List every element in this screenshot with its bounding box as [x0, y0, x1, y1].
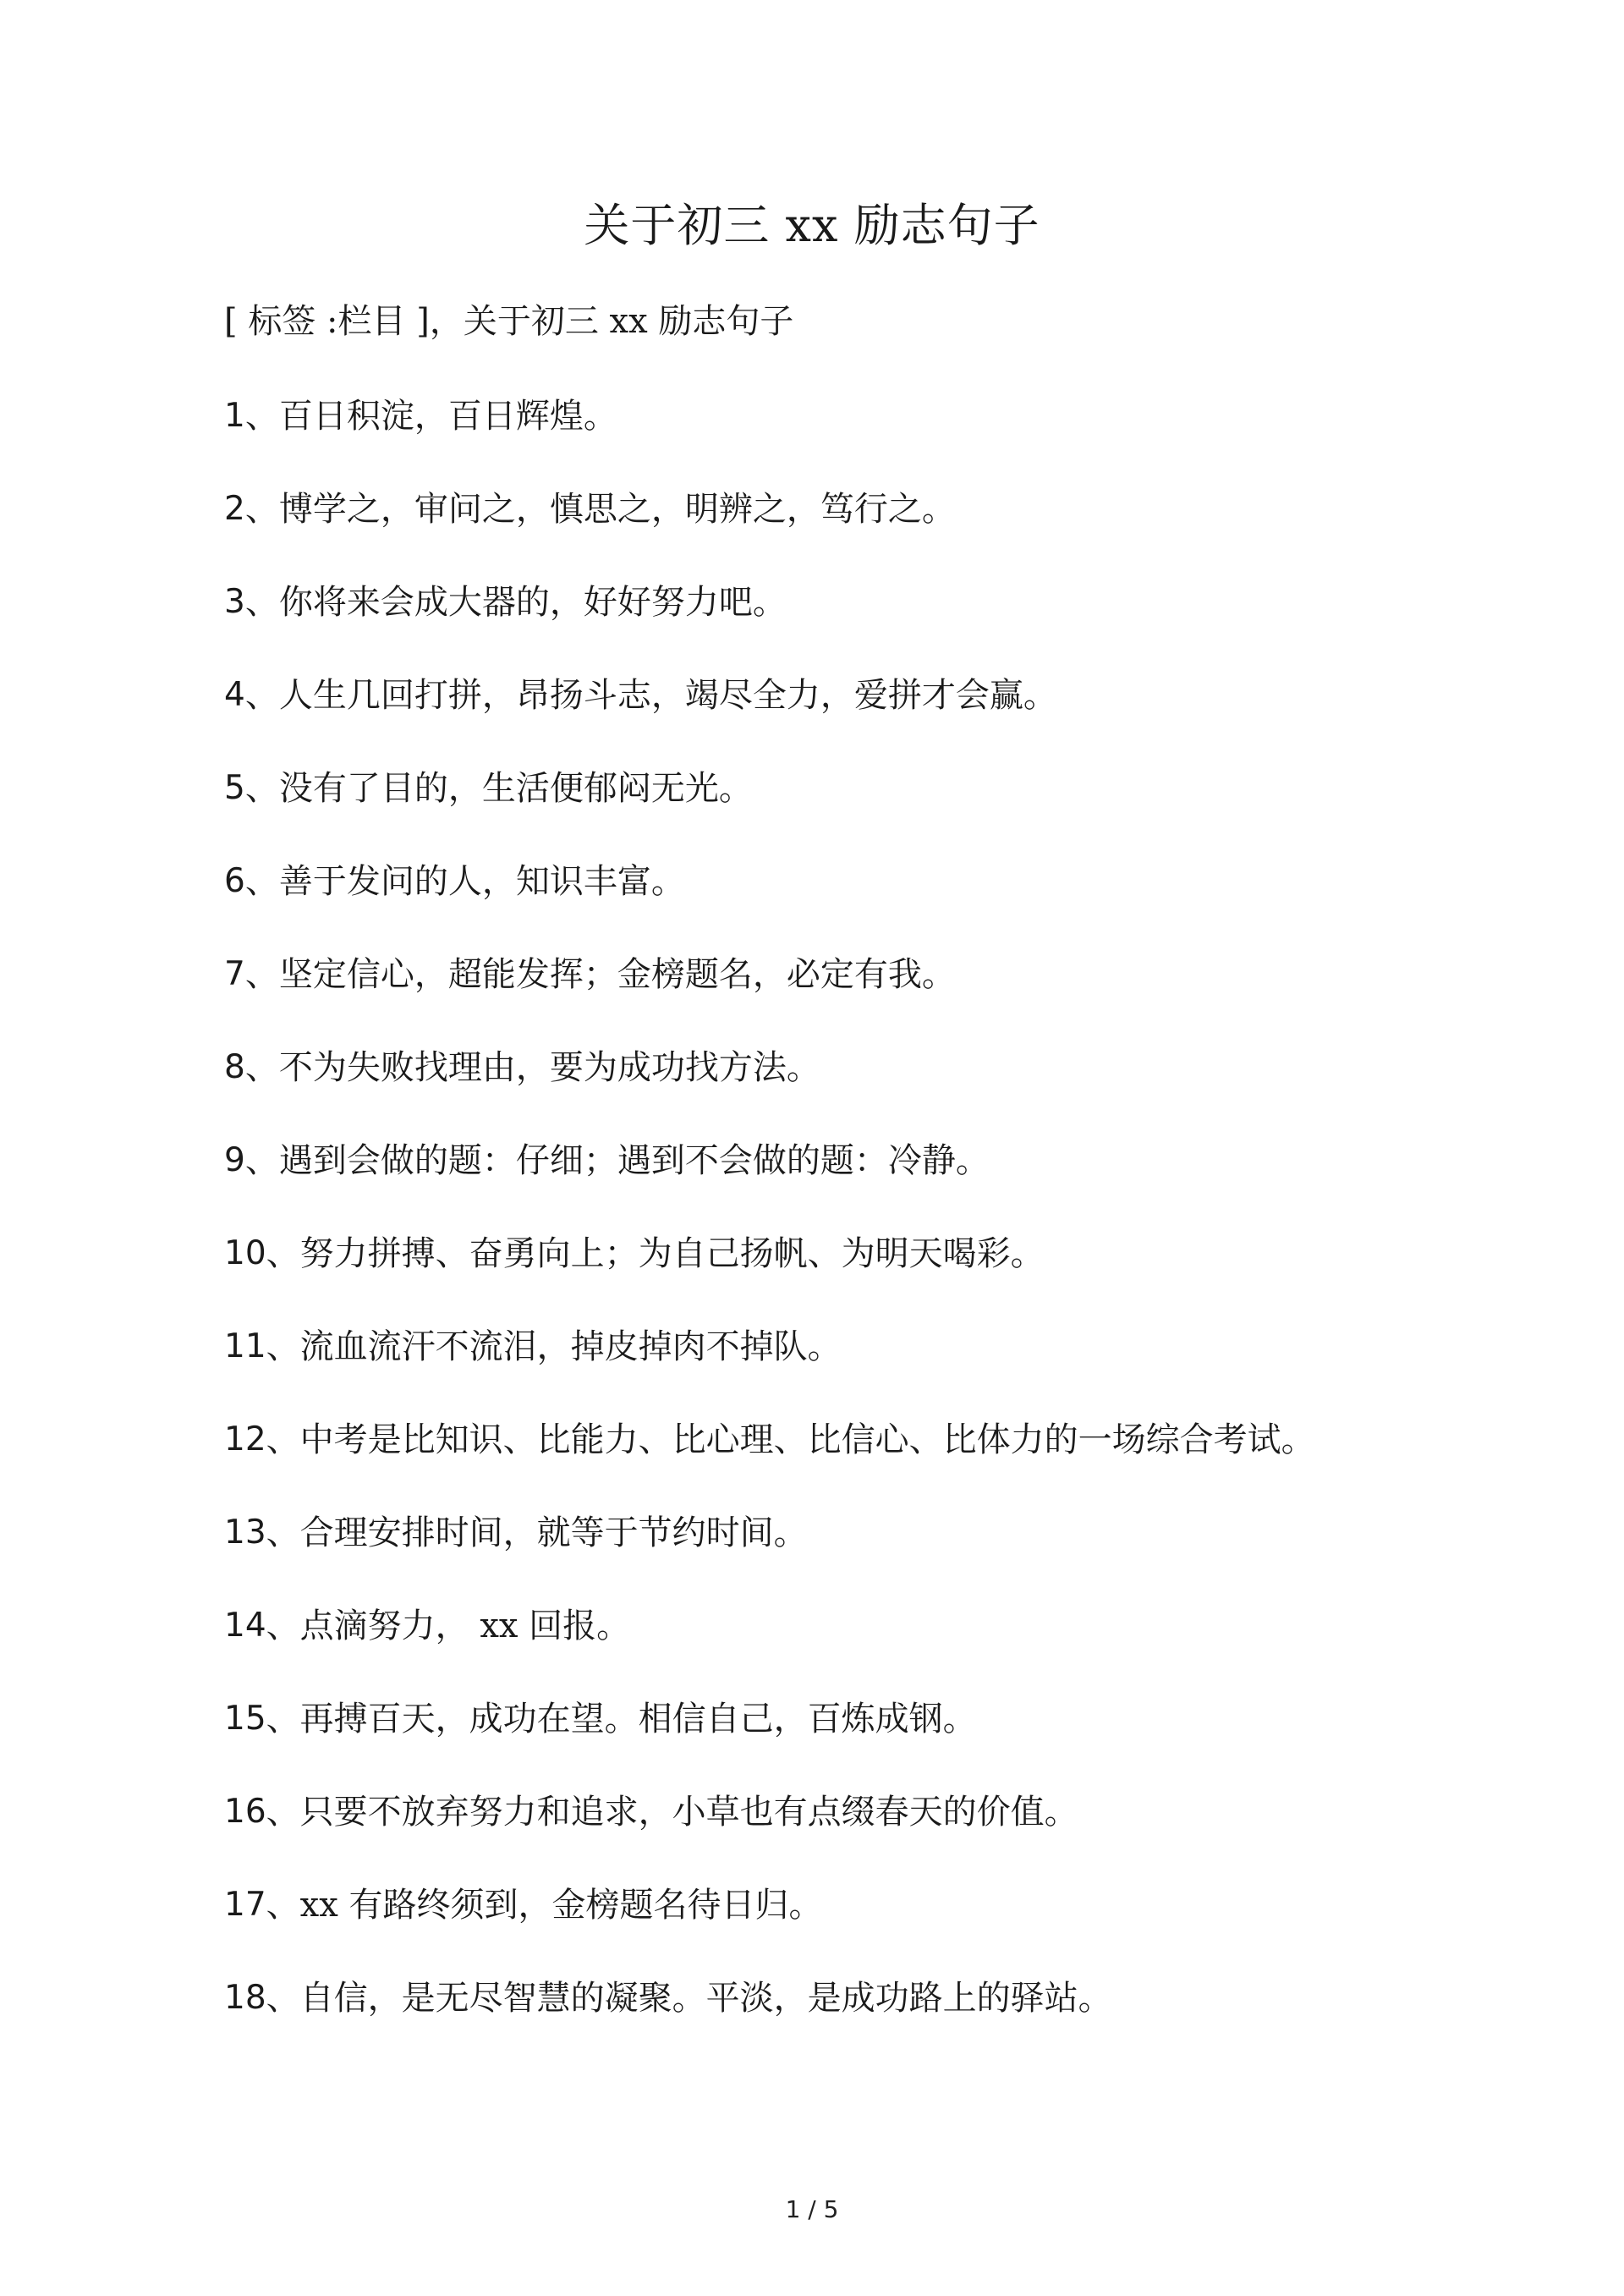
list-item: [224, 858, 1506, 951]
item-separator: 、: [266, 1607, 300, 1645]
item-number: 18: [224, 1979, 266, 2017]
page-number: 1 / 5: [785, 2195, 839, 2223]
item-number: 5: [224, 769, 245, 807]
item-text: 不为失败找理由，要为成功找方法。: [278, 1048, 820, 1087]
list-item: [224, 951, 1506, 1044]
item-separator: 、: [244, 1141, 279, 1180]
item-number: 13: [224, 1513, 266, 1552]
item-number: 6: [224, 862, 245, 900]
list-item: [224, 1788, 1506, 1881]
item-text: 合理安排时间，就等于节约时间。: [299, 1513, 808, 1552]
item-text: xx 有路终须到，金榜题名待日归。: [299, 1886, 823, 1925]
item-number: 2: [224, 490, 245, 528]
item-separator: 、: [266, 1234, 300, 1273]
item-number: 17: [224, 1886, 266, 1924]
item-text: 自信，是无尽智慧的凝聚。平淡，是成功路上的驿站。: [299, 1979, 1112, 2018]
list-item: [224, 1695, 1506, 1788]
item-number: 12: [224, 1420, 266, 1458]
item-number: 3: [224, 583, 245, 621]
item-text: 努力拼搏、奋勇向上；为自己扬帆、为明天喝彩。: [299, 1234, 1045, 1273]
list-item: [224, 1323, 1506, 1416]
list-item: [224, 1416, 1506, 1509]
list-item: [224, 1230, 1506, 1323]
list-item: [224, 672, 1506, 765]
item-text: 博学之，审问之，慎思之，明辨之，笃行之。: [278, 490, 956, 529]
list-item: [224, 1975, 1506, 2068]
item-separator: 、: [244, 862, 279, 901]
item-separator: 、: [266, 1700, 300, 1738]
item-separator: 、: [244, 1048, 279, 1087]
item-text: 人生几回打拼，昂扬斗志，竭尽全力，爱拼才会赢。: [278, 676, 1057, 715]
list-item: [224, 1044, 1506, 1137]
item-text: 没有了目的，生活便郁闷无光。: [278, 769, 753, 808]
item-separator: 、: [266, 1793, 300, 1832]
item-separator: 、: [266, 1420, 300, 1459]
list-item: [224, 1602, 1506, 1695]
list-item: [224, 1509, 1506, 1602]
item-separator: 、: [266, 1979, 300, 2018]
item-text: 百日积淀，百日辉煌。: [278, 397, 617, 436]
item-separator: 、: [266, 1513, 300, 1552]
item-separator: 、: [244, 769, 279, 808]
document-title: 关于初三 xx 励志句子: [584, 199, 1040, 252]
item-number: 1: [224, 397, 245, 435]
item-separator: 、: [244, 490, 279, 529]
item-number: 11: [224, 1327, 266, 1365]
list-item: [224, 393, 1506, 486]
item-text: 流血流汗不流泪，掉皮掉肉不掉队。: [299, 1327, 842, 1366]
item-number: 7: [224, 955, 245, 993]
item-number: 10: [224, 1234, 266, 1272]
item-number: 4: [224, 676, 245, 714]
list-item: [224, 765, 1506, 858]
item-number: 16: [224, 1793, 266, 1831]
item-separator: 、: [266, 1327, 300, 1366]
item-text: 中考是比知识、比能力、比心理、比信心、比体力的一场综合考试。: [299, 1420, 1315, 1459]
item-separator: 、: [266, 1886, 300, 1925]
item-separator: 、: [244, 397, 279, 436]
item-text: 坚定信心，超能发挥；金榜题名，必定有我。: [278, 955, 956, 994]
list-item: [224, 579, 1506, 672]
item-separator: 、: [244, 583, 279, 622]
item-text: 你将来会成大器的，好好努力吧。: [278, 583, 787, 622]
item-text: 再搏百天，成功在望。相信自己，百炼成钢。: [299, 1700, 977, 1738]
item-separator: 、: [244, 955, 279, 994]
quote-list: [224, 393, 1506, 2068]
item-number: 9: [224, 1141, 245, 1179]
item-text: 善于发问的人，知识丰富。: [278, 862, 685, 901]
item-text: 只要不放弃努力和追求，小草也有点缀春天的价值。: [299, 1793, 1078, 1832]
list-item: [224, 1137, 1506, 1230]
item-text: 点滴努力， xx 回报。: [299, 1607, 631, 1645]
item-text: 遇到会做的题：仔细；遇到不会做的题：冷静。: [278, 1141, 990, 1180]
item-number: 14: [224, 1607, 266, 1645]
item-number: 8: [224, 1048, 245, 1086]
tag-line: [ 标签 :栏目 ]，关于初三 xx 励志句子: [224, 302, 794, 341]
item-number: 15: [224, 1700, 266, 1738]
list-item: [224, 486, 1506, 579]
item-separator: 、: [244, 676, 279, 715]
list-item: [224, 1881, 1506, 1975]
